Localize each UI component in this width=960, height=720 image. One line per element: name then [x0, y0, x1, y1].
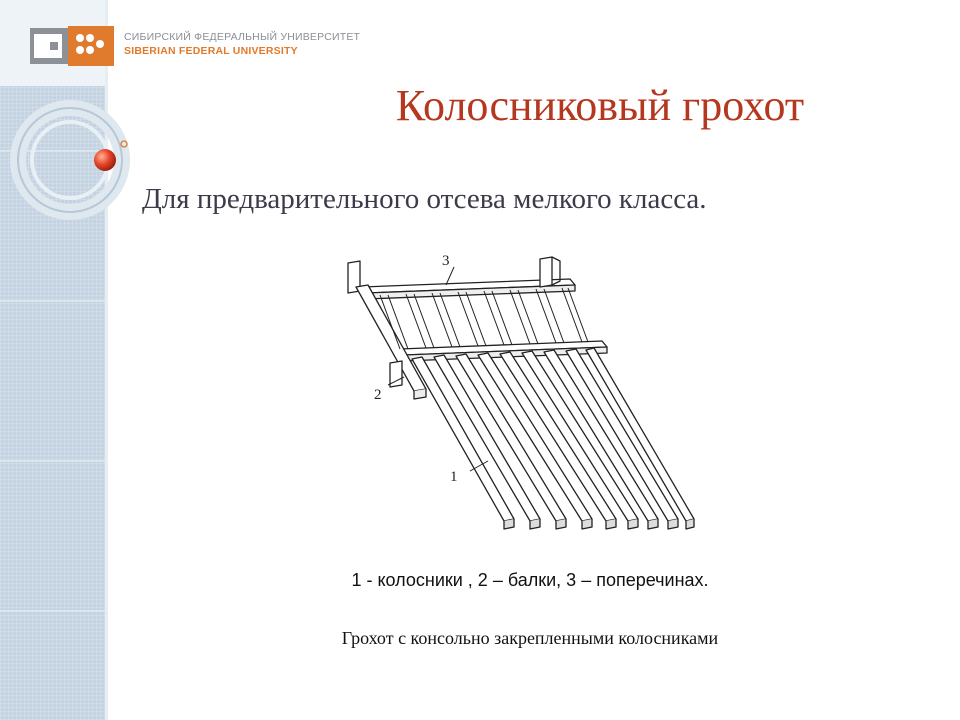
callout-3: 3 [442, 253, 450, 269]
band-stripe [0, 300, 105, 302]
university-name-ru: СИБИРСКИЙ ФЕДЕРАЛЬНЫЙ УНИВЕРСИТЕТ [124, 31, 361, 43]
band-stripe [0, 460, 105, 462]
callout-2: 2 [374, 387, 382, 403]
slide-subtitle: Для предварительного отсева мелкого класса. [142, 183, 707, 215]
figure-caption: Грохот с консольно закрепленными колосниками [341, 628, 719, 648]
university-name [124, 30, 360, 58]
university-name-en: SIBERIAN FEDERAL UNIVERSITY [124, 45, 298, 57]
band-stripe [0, 610, 105, 612]
sfu-logo-icon [28, 20, 120, 72]
slide-title: Колосниковый грохот [395, 81, 805, 130]
callout-1: 1 [450, 469, 458, 485]
figure-legend: 1 - колосники , 2 – балки, 3 – поперечинах. [351, 570, 709, 590]
red-ball-icon [94, 149, 116, 171]
decorative-rings [0, 90, 140, 260]
grizzly-screen-drawing [330, 245, 720, 545]
